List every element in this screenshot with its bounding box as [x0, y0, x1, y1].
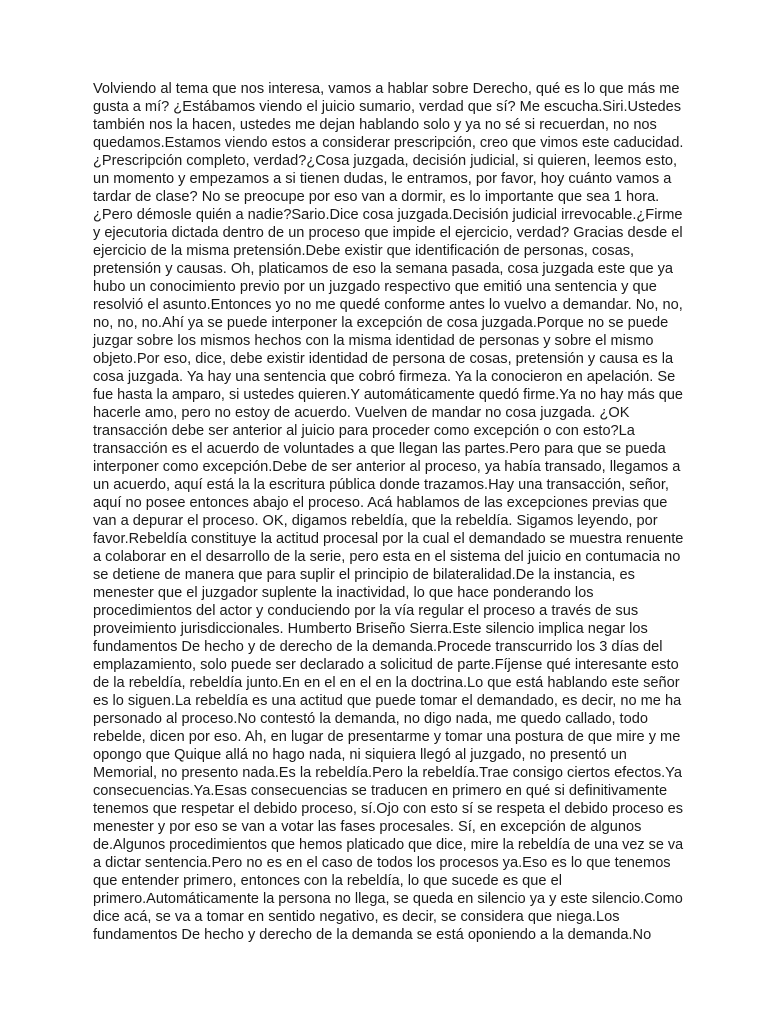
- text-line: es lo siguen.La rebeldía es una actitud que puede tomar el demandado, es decir, no me ha: [93, 693, 682, 709]
- text-line: favor.Rebeldía constituye la actitud procesal por la cual el demandado se muestra renuente: [93, 531, 684, 547]
- text-line: un acuerdo, aquí está la la escritura pública donde trazamos.Hay una transacción, señor,: [93, 477, 669, 493]
- text-line: menester que el juzgador suplente la inactividad, lo que hace ponderando los: [93, 585, 594, 601]
- text-line: fundamentos De hecho y derecho de la demanda se está oponiendo a la demanda.No: [93, 927, 652, 943]
- text-line: transacción debe ser anterior al juicio para proceder como excepción o con esto?La: [93, 423, 635, 439]
- text-line: proveimiento jurisdiccionales. Humberto Briseño Sierra.Este silencio implica negar los: [93, 621, 648, 637]
- text-line: se detiene de manera que para suplir el principio de bilateralidad.De la instancia, es: [93, 567, 635, 583]
- text-line: quedamos.Estamos viendo estos a considerar prescripción, creo que vimos este caducidad.: [93, 135, 684, 151]
- text-line: Memorial, no presento nada.Es la rebeldía.Pero la rebeldía.Trae consigo ciertos efectos.Ya: [93, 765, 682, 781]
- text-line: procedimientos del actor y conduciendo por la vía regular el proceso a través de sus: [93, 603, 639, 619]
- text-line: Volviendo al tema que nos interesa, vamos a hablar sobre Derecho, qué es lo que más me: [93, 81, 680, 97]
- text-line: opongo que Quique allá no hago nada, ni siquiera llegó al juzgado, no presentó un: [93, 747, 627, 763]
- text-line: un momento y empezamos a si tienen dudas, le entramos, por favor, hoy cuánto vamos a: [93, 171, 672, 187]
- text-line: a dictar sentencia.Pero no es en el caso de todos los procesos ya.Eso es lo que tenemos: [93, 855, 671, 871]
- text-line: hubo un conocimiento previo por un juzgado respectivo que emitió una sentencia y que: [93, 279, 657, 295]
- text-line: cosa juzgada. Ya hay una sentencia que cobró firmeza. Ya la conocieron en apelación. Se: [93, 369, 676, 385]
- text-line: aquí no posee entonces abajo el proceso. Acá hablamos de las excepciones previas que: [93, 495, 668, 511]
- text-line: de.Algunos procedimientos que hemos platicado que dice, mire la rebeldía de una vez se va: [93, 837, 684, 853]
- text-line: emplazamiento, solo puede ser declarado a solicitud de parte.Fíjense qué interesante esto: [93, 657, 679, 673]
- text-line: dice acá, se va a tomar en sentido negativo, es decir, se considera que niega.Los: [93, 909, 620, 925]
- text-line: personado al proceso.No contestó la demanda, no digo nada, me quedo callado, todo: [93, 711, 648, 727]
- text-line: hacerle amo, pero no estoy de acuerdo. Vuelven de mandar no cosa juzgada. ¿OK: [93, 405, 630, 421]
- transcript-paragraph: [93, 80, 683, 944]
- text-line: consecuencias.Ya.Esas consecuencias se traducen en primero en qué si definitivamente: [93, 783, 668, 799]
- text-line: primero.Automáticamente la persona no llega, se queda en silencio ya y este silencio.Como: [93, 891, 683, 907]
- text-line: pretensión y causas. Oh, platicamos de eso la semana pasada, cosa juzgada este que ya: [93, 261, 674, 277]
- text-line: que entender primero, entonces con la rebeldía, lo que sucede es que el: [93, 873, 562, 889]
- text-line: de la rebeldía, rebeldía junto.En en el en el en la doctrina.Lo que está hablando este señor: [93, 675, 680, 691]
- text-line: resolvió el asunto.Entonces yo no me quedé conforme antes lo vuelvo a demandar. No, no,: [93, 297, 683, 313]
- text-line: interponer como excepción.Debe de ser anterior al proceso, ya había transado, llegamos a: [93, 459, 681, 475]
- text-line: fundamentos De hecho y de derecho de la demanda.Procede transcurrido los 3 días del: [93, 639, 663, 655]
- text-line: objeto.Por eso, dice, debe existir identidad de persona de cosas, pretensión y causa es la: [93, 351, 674, 367]
- text-line: ¿Prescripción completo, verdad?¿Cosa juzgada, decisión judicial, si quieren, leemos esto,: [93, 153, 678, 169]
- text-line: también nos la hacen, ustedes me dejan hablando solo y ya no sé si recuerdan, no nos: [93, 117, 657, 133]
- text-line: menester y por eso se van a votar las fases procesales. Sí, en excepción de algunos: [93, 819, 642, 835]
- text-line: a colaborar en el desarrollo de la serie, pero esta en el sistema del juicio en contumacia no: [93, 549, 681, 565]
- text-line: ¿Pero démosle quién a nadie?Sario.Dice cosa juzgada.Decisión judicial irrevocable.¿Firme: [93, 207, 683, 223]
- text-line: gusta a mí? ¿Estábamos viendo el juicio sumario, verdad que sí? Me escucha.Siri.Ustedes: [93, 99, 682, 115]
- text-line: van a depurar el proceso. OK, digamos rebeldía, que la rebeldía. Sigamos leyendo, por: [93, 513, 658, 529]
- text-line: juzgar sobre los mismos hechos con la misma identidad de personas y sobre el mismo: [93, 333, 654, 349]
- text-line: transacción es el acuerdo de voluntades a que llegan las partes.Pero para que se pueda: [93, 441, 666, 457]
- text-line: ejercicio de la misma pretensión.Debe existir que identificación de personas, cosas,: [93, 243, 635, 259]
- text-line: y ejecutoria dictada dentro de un proceso que impide el ejercicio, verdad? Gracias desde el: [93, 225, 683, 241]
- text-line: tardar de clase? No se preocupe por eso van a dormir, es lo importante que sea 1 hora.: [93, 189, 660, 205]
- text-line: no, no, no.Ahí ya se puede interponer la excepción de cosa juzgada.Porque no se puede: [93, 315, 669, 331]
- text-line: rebelde, dicen por eso. Ah, en lugar de presentarme y tomar una postura de que mire y me: [93, 729, 681, 745]
- text-line: fue hasta la amparo, si ustedes quieren.Y automáticamente quedó firme.Ya no hay más que: [93, 387, 683, 403]
- text-line: tenemos que respetar el debido proceso, sí.Ojo con esto sí se respeta el debido proceso es: [93, 801, 684, 817]
